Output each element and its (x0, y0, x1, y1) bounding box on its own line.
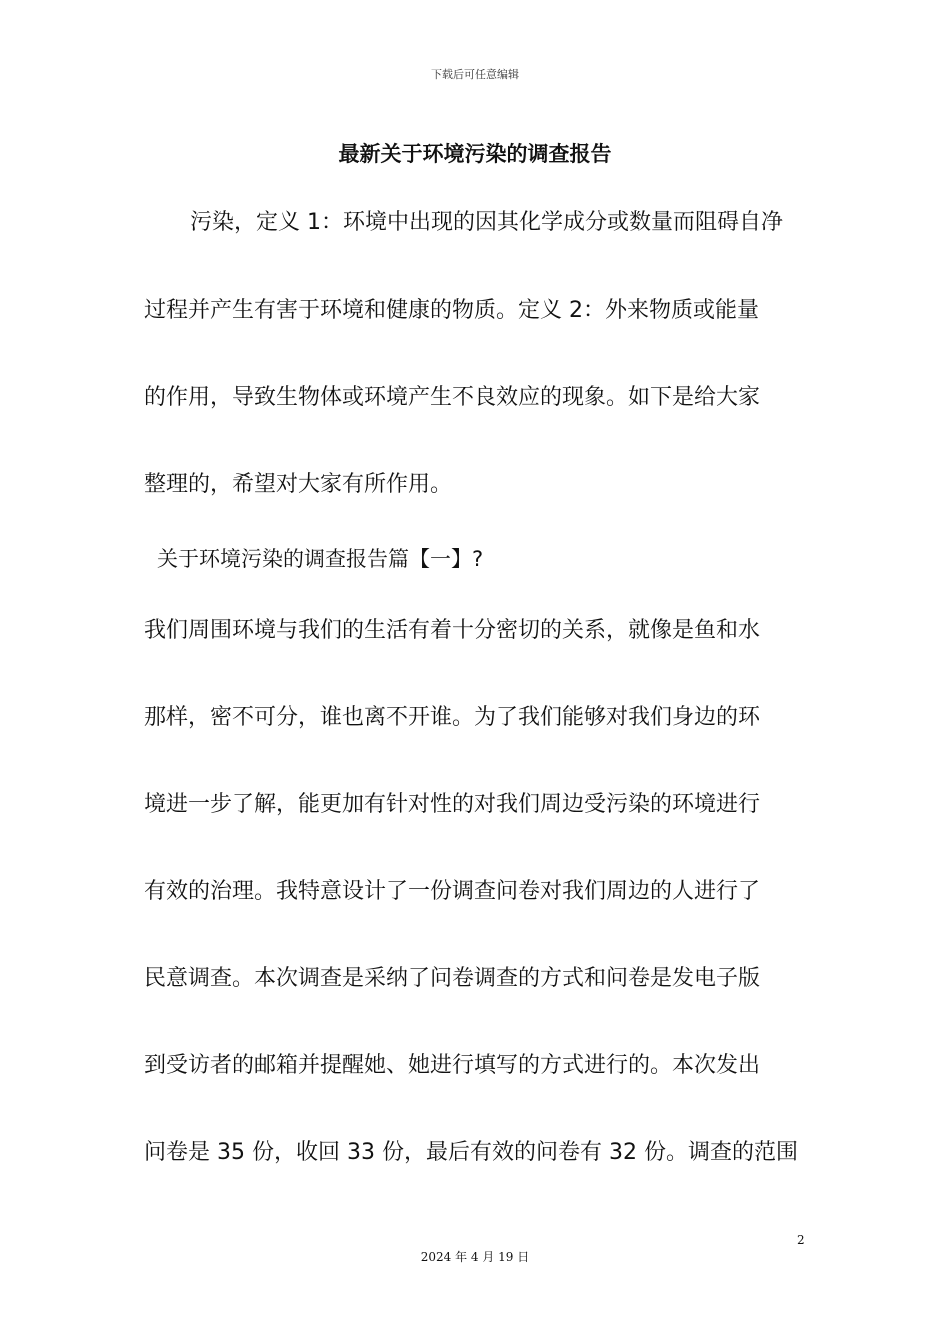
page-header: 下载后可任意编辑 (431, 68, 519, 81)
text-line: 我们周围环境与我们的生活有着十分密切的关系，就像是鱼和水 (144, 618, 761, 643)
text-line: 那样，密不可分，谁也离不开谁。为了我们能够对我们身边的环 (144, 705, 761, 730)
section-heading: 关于环境污染的调查报告篇【一】? (157, 547, 484, 571)
text-line: 的作用，导致生物体或环境产生不良效应的现象。如下是给大家 (144, 385, 761, 410)
page-footer-date: 2024 年 4 月 19 日 (420, 1250, 530, 1264)
text-line: 问卷是 35 份，收回 33 份，最后有效的问卷有 32 份。调查的范围 (144, 1140, 798, 1165)
text-line: 过程并产生有害于环境和健康的物质。定义 2：外来物质或能量 (144, 298, 759, 323)
text-line: 到受访者的邮箱并提醒她、她进行填写的方式进行的。本次发出 (144, 1053, 761, 1078)
text-line: 污染，定义 1：环境中出现的因其化学成分或数量而阻碍自净 (190, 210, 783, 235)
document-title: 最新关于环境污染的调查报告 (338, 142, 612, 166)
text-line: 民意调查。本次调查是采纳了问卷调查的方式和问卷是发电子版 (144, 966, 761, 991)
page-number: 2 (797, 1233, 805, 1247)
text-line: 境进一步了解，能更加有针对性的对我们周边受污染的环境进行 (144, 792, 761, 817)
text-line: 有效的治理。我特意设计了一份调查问卷对我们周边的人进行了 (144, 879, 761, 904)
text-line: 整理的，希望对大家有所作用。 (144, 472, 453, 497)
